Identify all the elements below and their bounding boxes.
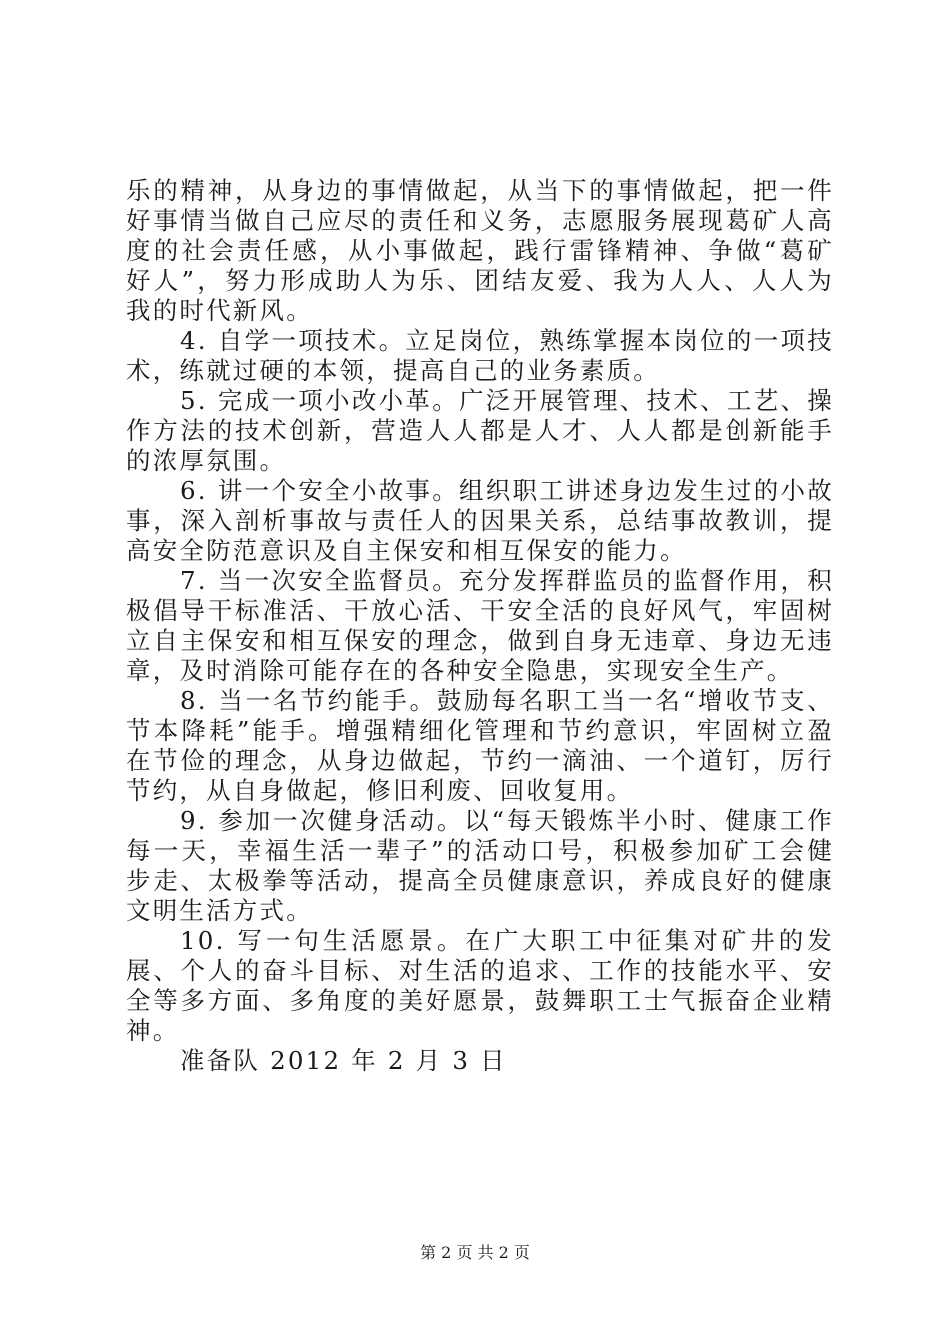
paragraph-continuation: 乐的精神，从身边的事情做起，从当下的事情做起，把一件好事情当做自己应尽的责任和义务，志愿服务展现葛矿人高度的社会责任感，从小事做起，践行雷锋精神、争做“葛矿好人”，努力形成助人为乐、团结友爱、我为人人、人人为我的时代新风。: [126, 176, 834, 325]
paragraph-item-5: 5. 完成一项小改小革。广泛开展管理、技术、工艺、操作方法的技术创新，营造人人都是人才、人人都是创新能手的浓厚氛围。: [126, 386, 834, 475]
paragraph-item-6: 6. 讲一个安全小故事。组织职工讲述身边发生过的小故事，深入剖析事故与责任人的因果关系，总结事故教训，提高安全防范意识及自主保安和相互保安的能力。: [126, 476, 834, 565]
paragraph-item-7: 7. 当一次安全监督员。充分发挥群监员的监督作用，积极倡导干标准活、干放心活、干安全活的良好风气，牢固树立自主保安和相互保安的理念，做到自身无违章、身边无违章，及时消除可能存在的各种安全隐患，实现安全生产。: [126, 566, 834, 685]
paragraph-item-9: 9. 参加一次健身活动。以“每天锻炼半小时、健康工作每一天，幸福生活一辈子”的活动口号，积极参加矿工会健步走、太极拳等活动，提高全员健康意识，养成良好的健康文明生活方式。: [126, 806, 834, 925]
page-footer: [0, 1240, 950, 1263]
document-body: [126, 176, 834, 1076]
paragraph-item-10: 10. 写一句生活愿景。在广大职工中征集对矿井的发展、个人的奋斗目标、对生活的追求、工作的技能水平、安全等多方面、多角度的美好愿景，鼓舞职工士气振奋企业精神。: [126, 926, 834, 1045]
page-number-label: 第 2 页 共 2 页: [420, 1243, 530, 1262]
paragraph-item-8: 8. 当一名节约能手。鼓励每名职工当一名“增收节支、节本降耗”能手。增强精细化管理和节约意识，牢固树立盈在节俭的理念，从身边做起，节约一滴油、一个道钉，厉行节约，从自身做起，修旧利废、回收复用。: [126, 686, 834, 805]
paragraph-item-4: 4. 自学一项技术。立足岗位，熟练掌握本岗位的一项技术，练就过硬的本领，提高自己的业务素质。: [126, 326, 834, 385]
signature-line: 准备队 2012 年 2 月 3 日: [180, 1046, 507, 1075]
